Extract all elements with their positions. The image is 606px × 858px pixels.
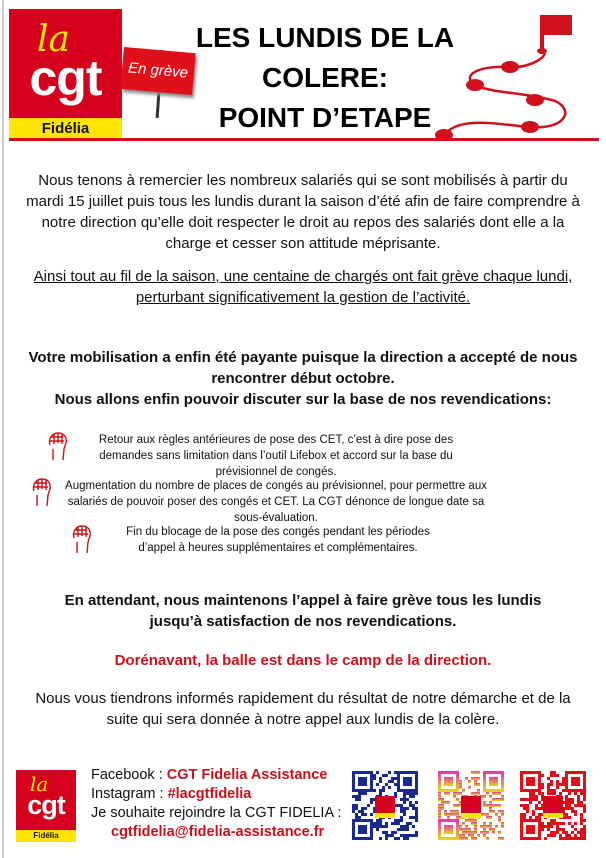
logo-la: la xyxy=(37,19,70,60)
claim-item: Retour aux règles antérieures de pose des CET, c’est à dire pose des demandes sans limitation dans l’outil Lifebox et accord sur la base du prévisionnel de congés. xyxy=(98,434,454,478)
logo-fidelia: Fidélia xyxy=(9,118,122,140)
logo-cgt: cgt xyxy=(29,50,102,106)
logo-cgt: cgt xyxy=(27,790,65,820)
ball-in-court-line: Dorénavant, la balle est dans le camp de la direction. xyxy=(114,652,492,669)
email-link[interactable]: cgtfidelia@fidelia-assistance.fr xyxy=(111,824,325,840)
contact-block xyxy=(91,766,341,842)
qr-code-instagram[interactable] xyxy=(438,771,504,841)
claim-item: Augmentation du nombre de places de congés au prévisionnel, pour permettre aux salariés de pouvoir poser des congés et CET. La CGT dénonce de longue date sa sous-évaluation. xyxy=(65,480,487,524)
instagram-link[interactable]: #lacgtfidelia xyxy=(167,786,252,802)
join-text: Je souhaite rejoindre la CGT FIDELIA : xyxy=(91,805,342,821)
fist-icon xyxy=(46,431,70,461)
claims-heading: Nous allons enfin pouvoir discuter sur la base de nos revendications: xyxy=(54,391,552,408)
strike-sign: En grève xyxy=(120,47,195,95)
title-line: POINT D’ETAPE xyxy=(218,102,432,133)
facebook-link[interactable]: CGT Fidelia Assistance xyxy=(166,767,328,783)
intro-paragraph: Nous tenons à remercier les nombreux salariés qui se sont mobilisés à partir du mardi 15 juillet puis tous les lundis durant la saison d’été afin de faire comprendre à notre direction qu’elle doit respecter le droit au repos des salariés dont elle a la charge et cesser son attitude méprisante. xyxy=(26,172,580,252)
title-line: LES LUNDIS DE LA xyxy=(195,22,455,53)
fist-icon xyxy=(70,524,94,554)
strike-continues-paragraph: En attendant, nous maintenons l’appel à faire grève tous les lundis jusqu’à satisfaction de nos revendications. xyxy=(64,592,542,630)
qr-code-join[interactable] xyxy=(520,771,586,841)
title-line: COLERE: xyxy=(262,62,388,93)
closing-paragraph: Nous vous tiendrons informés rapidement du résultat de notre démarche et de la suite qui sera donnée à notre appel aux lundis de la colère. xyxy=(35,690,571,728)
logo-fidelia: Fidélia xyxy=(16,830,76,842)
cgt-logo-small xyxy=(16,770,76,842)
facebook-label: Facebook : xyxy=(91,767,167,783)
page-border xyxy=(2,0,4,858)
instagram-label: Instagram : xyxy=(91,786,168,802)
flag-path-icon xyxy=(380,5,600,145)
logo-la: la xyxy=(30,772,49,796)
season-paragraph: Ainsi tout au fil de la saison, une centaine de chargés ont fait grève chaque lundi, perturbant significativement la gestion de l’activité. xyxy=(33,268,573,306)
qr-code-facebook[interactable] xyxy=(352,771,418,841)
claim-item: Fin du blocage de la pose des congés pendant les périodes d’appel à heures supplémentaires et complémentaires. xyxy=(126,526,430,554)
mobilisation-paragraph: Votre mobilisation a enfin été payante puisque la direction a accepté de nous rencontrer début octobre. xyxy=(28,349,578,387)
cgt-logo xyxy=(9,9,122,140)
fist-icon xyxy=(30,477,54,507)
header-divider xyxy=(9,138,599,141)
